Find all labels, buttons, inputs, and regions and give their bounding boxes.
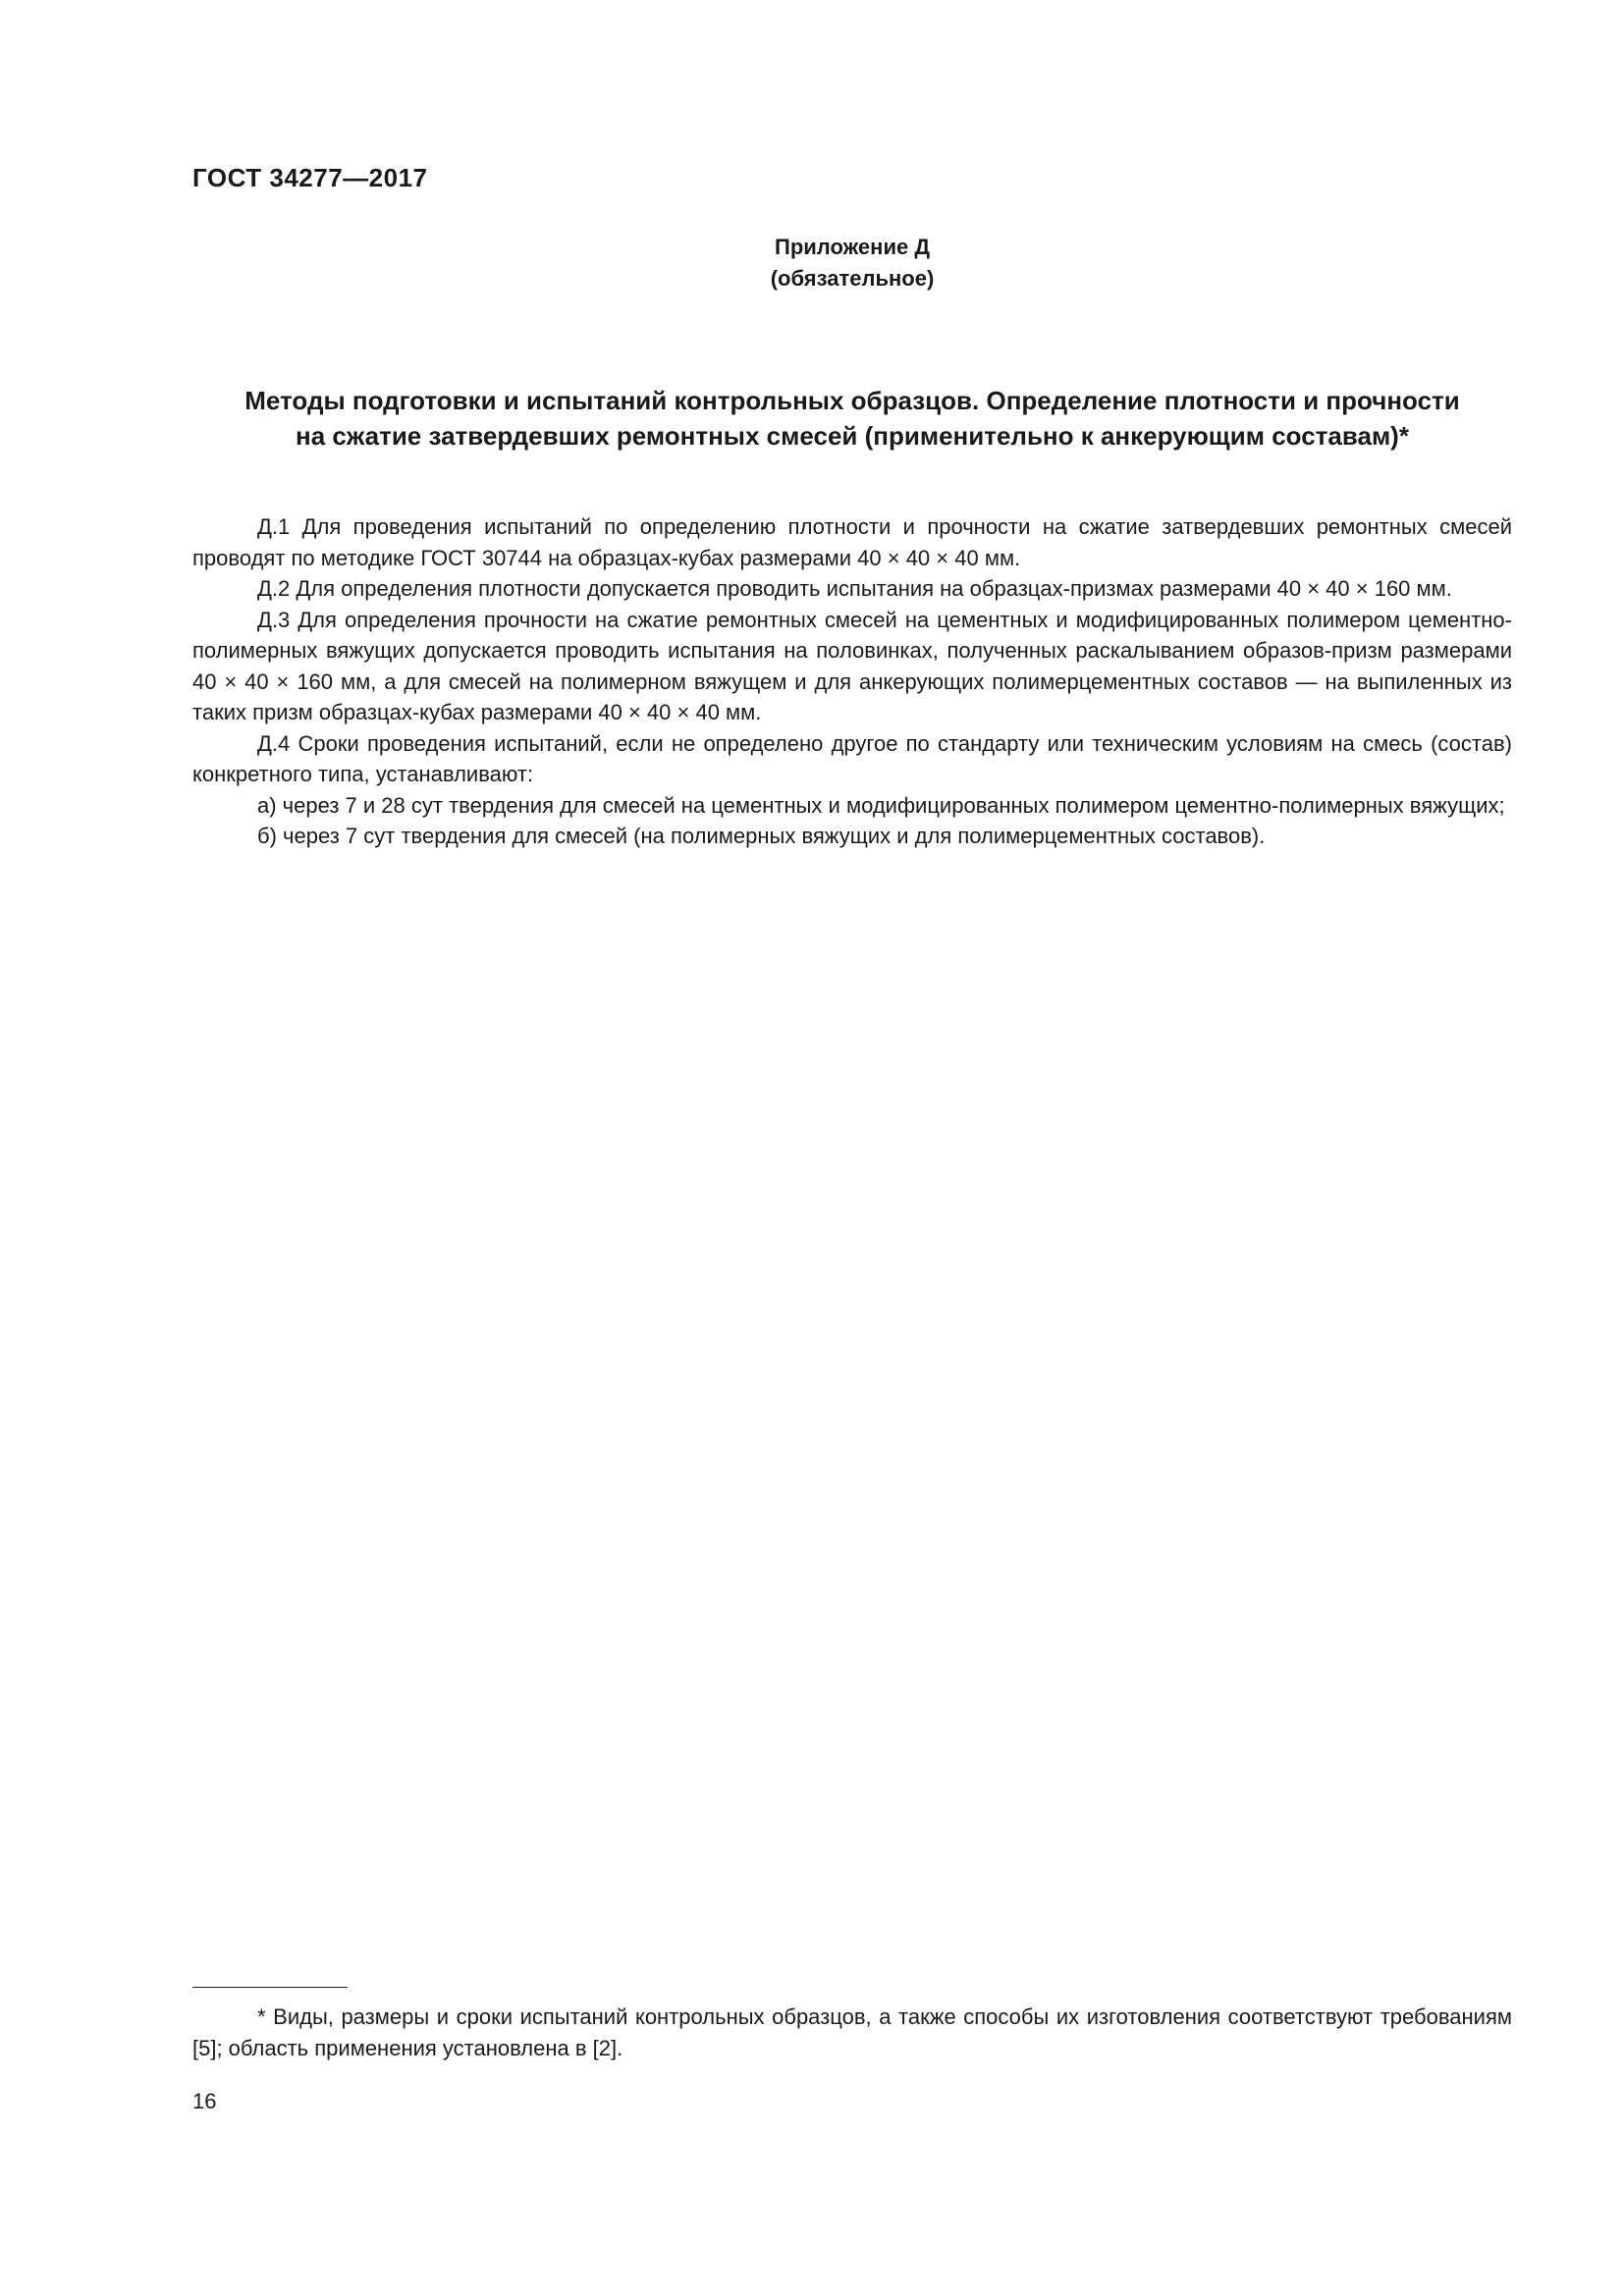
section-title xyxy=(192,383,1512,454)
section-title-line-1: Методы подготовки и испытаний контрольных образцов. Определение плотности и прочности xyxy=(244,386,1460,415)
list-item-b: б) через 7 сут твердения для смесей (на полимерных вяжущих и для полимерцементных составов). xyxy=(257,824,1266,848)
paragraph-d2: Д.2 Для определения плотности допускается проводить испытания на образцах-призмах размерами 40 × 40 × 160 мм. xyxy=(257,576,1452,601)
document-code: ГОСТ 34277—2017 xyxy=(192,163,428,192)
list-item-a: а) через 7 и 28 сут твердения для смесей на цементных и модифицированных полимером цементно-полимерных вяжущих; xyxy=(257,792,1505,818)
footnote xyxy=(192,2002,1512,2063)
appendix-heading xyxy=(192,232,1512,294)
page-number: 16 xyxy=(192,2089,217,2113)
paragraph-d3: Д.3 Для определения прочности на сжатие ремонтных смесей на цементных и модифицированных полимером цементно-полимерных вяжущих допускается проводить испытания на половинках, полученных раскалыванием образов-призм размерами 40 × 40 × 160 мм, а для смесей на полимерном вяжущем и для анкерующих полимерцементных составов — на выпиленных из таких призм образцах-кубах размерами 40 × 40 × 40 мм. xyxy=(192,607,1512,724)
paragraph-d4: Д.4 Сроки проведения испытаний, если не определено другое по стандарту или техническим условиям на смесь (состав) конкретного типа, устанавливают: xyxy=(192,730,1512,786)
section-title-line-2: на сжатие затвердевших ремонтных смесей (применительно к анкерующим составам)* xyxy=(296,421,1409,451)
paragraph-d1: Д.1 Для проведения испытаний по определению плотности и прочности на сжатие затвердевших ремонтных смесей проводят по методике ГОСТ 30744 на образцах-кубах размерами 40 × 40 × 40 мм. xyxy=(192,514,1512,570)
appendix-label: Приложение Д xyxy=(775,235,930,259)
footnote-text: * Виды, размеры и сроки испытаний контрольных образцов, а также способы их изготовления соответствуют требованиям [5]; область применения установлена в [2]. xyxy=(192,2004,1512,2060)
appendix-status: (обязательное) xyxy=(770,266,935,291)
body-text xyxy=(192,511,1512,852)
footnote-divider xyxy=(192,1987,348,1988)
